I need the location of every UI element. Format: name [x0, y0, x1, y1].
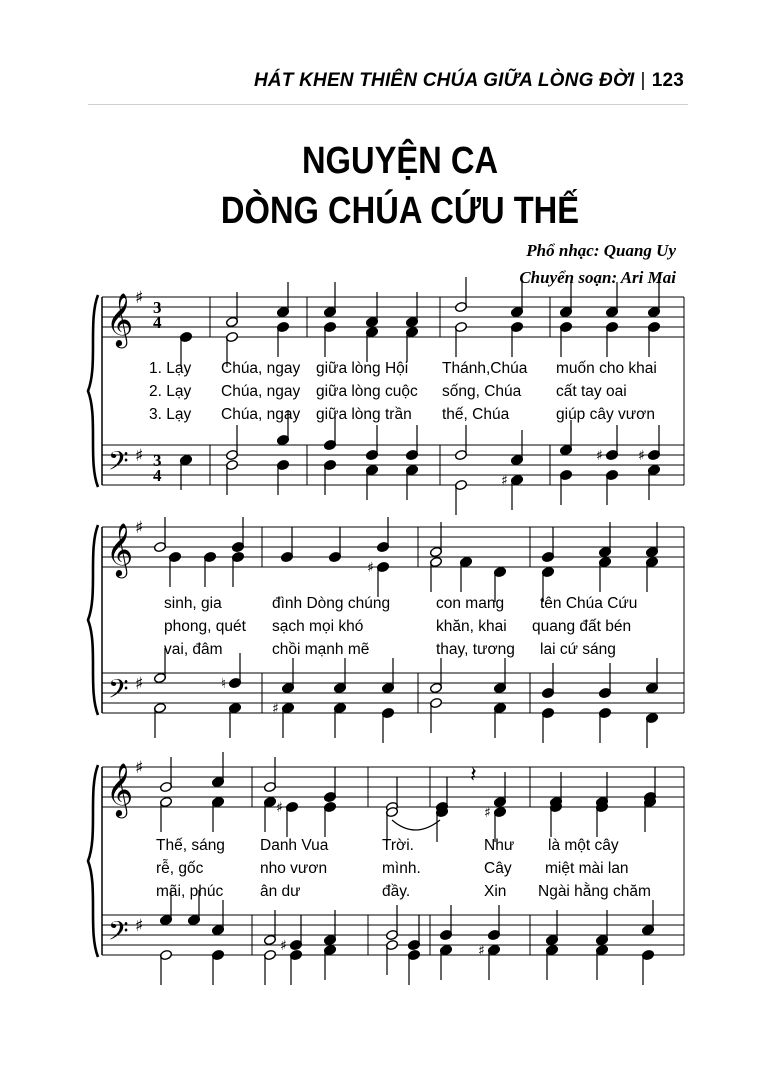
sharp-accidental-icon: ♯ [478, 943, 485, 959]
lyric: thế, Chúa [442, 406, 510, 423]
lyric: rễ, gốc [156, 860, 204, 877]
sharp-key-signature-icon: ♯ [135, 916, 144, 936]
lyric: giữa lòng trần [316, 406, 412, 423]
lyric: quang đất bén [532, 618, 632, 635]
bass-clef-icon: 𝄢 [108, 673, 129, 711]
brace [88, 525, 98, 715]
sharp-accidental-icon: ♯ [596, 448, 603, 464]
lyric: khăn, khai [436, 618, 507, 635]
lyric: phong, quét [164, 618, 246, 635]
lyric: cất tay oai [556, 383, 627, 400]
sharp-accidental-icon: ♯ [484, 805, 491, 821]
lyric: sạch mọi khó [272, 618, 364, 635]
clefs [106, 288, 143, 953]
page-number: 123 [651, 70, 684, 91]
song-title-line1: NGUYỆN CA [301, 140, 499, 182]
sharp-key-signature-icon: ♯ [135, 674, 144, 694]
lyrics-system1 [149, 360, 657, 423]
lyric: thay, tương [436, 641, 515, 658]
sharp-key-signature-icon: ♯ [135, 758, 144, 778]
lyric: Thánh,Chúa [442, 360, 528, 377]
lyric: Xin [484, 883, 507, 900]
book-title: HÁT KHEN THIÊN CHÚA GIỮA LÒNG ĐỜI [253, 70, 635, 91]
treble-clef-icon: 𝄞 [106, 522, 134, 576]
lyric: Chúa, ngay [221, 406, 301, 423]
lyric: 1. Lạy [149, 360, 192, 377]
lyric: ân dư [260, 883, 301, 900]
lyrics-system2 [164, 595, 637, 658]
lyric: lai cứ sáng [540, 641, 616, 658]
lyric: sống, Chúa [442, 383, 522, 400]
treble-clef-icon: 𝄞 [106, 292, 134, 346]
lyric: Thế, sáng [156, 837, 225, 854]
lyric: vai, đâm [164, 641, 223, 658]
system-braces [88, 295, 98, 957]
song-title-line2: DÒNG CHÚA CỨU THẾ [220, 190, 580, 232]
time-sig-bass-top: 3 [153, 451, 162, 470]
sharp-accidental-icon: ♯ [638, 448, 645, 464]
lyric: mãi, phúc [156, 883, 224, 900]
lyric: chồi mạnh mẽ [272, 641, 370, 658]
sharp-key-signature-icon: ♯ [135, 288, 144, 308]
sharp-key-signature-icon: ♯ [135, 446, 144, 466]
arranger-credit: Chuyển soạn: Ari Mai [519, 268, 676, 287]
lyric: giữa lòng cuộc [316, 383, 418, 400]
lyric: 3. Lạy [149, 406, 192, 423]
sharp-accidental-icon: ♯ [280, 938, 287, 954]
lyric: 2. Lạy [149, 383, 192, 400]
lyric: là một cây [548, 837, 619, 854]
natural-accidental-icon: ♮ [221, 676, 227, 692]
lyric: Cây [484, 860, 512, 877]
sharp-accidental-icon: ♯ [272, 701, 279, 717]
lyric: muốn cho khai [556, 360, 657, 377]
sharp-accidental-icon: ♯ [367, 560, 374, 576]
lyric: nho vươn [260, 860, 328, 877]
brace [88, 765, 98, 957]
bass-clef-icon: 𝄢 [108, 445, 129, 483]
lyric: con mang [436, 595, 505, 612]
header-separator: | [640, 70, 646, 91]
lyric: Như [484, 837, 515, 854]
time-sig-treble-bottom: 4 [153, 313, 162, 332]
time-sig-bass-bottom: 4 [153, 466, 162, 485]
lyric: giúp cây vươn [556, 406, 655, 423]
brace [88, 295, 98, 487]
lyric: đầy. [382, 883, 411, 900]
quarter-rest-icon: 𝄽 [470, 763, 477, 788]
bass-clef-icon: 𝄢 [108, 915, 129, 953]
lyric: mình. [382, 860, 421, 877]
sharp-key-signature-icon: ♯ [135, 518, 144, 538]
sharp-accidental-icon: ♯ [276, 800, 283, 816]
lyric: đình Dòng chúng [272, 595, 391, 612]
lyric: Chúa, ngay [221, 360, 301, 377]
lyric: Trời. [382, 837, 414, 854]
time-sig-treble-top: 3 [153, 298, 162, 317]
treble-clef-icon: 𝄞 [106, 762, 134, 816]
lyric: sinh, gia [164, 595, 222, 612]
lyric: Ngài hằng chăm [538, 883, 651, 900]
composer-credit: Phổ nhạc: Quang Uy [526, 241, 676, 260]
tie [392, 820, 440, 830]
lyric: miệt mài lan [545, 860, 629, 877]
lyric: Danh Vua [260, 837, 329, 854]
sharp-accidental-icon: ♯ [501, 473, 508, 489]
lyric: giữa lòng Hội [316, 360, 409, 377]
lyric: Chúa, ngay [221, 383, 301, 400]
lyrics-system3 [156, 837, 651, 900]
lyric: tên Chúa Cứu [540, 595, 638, 612]
